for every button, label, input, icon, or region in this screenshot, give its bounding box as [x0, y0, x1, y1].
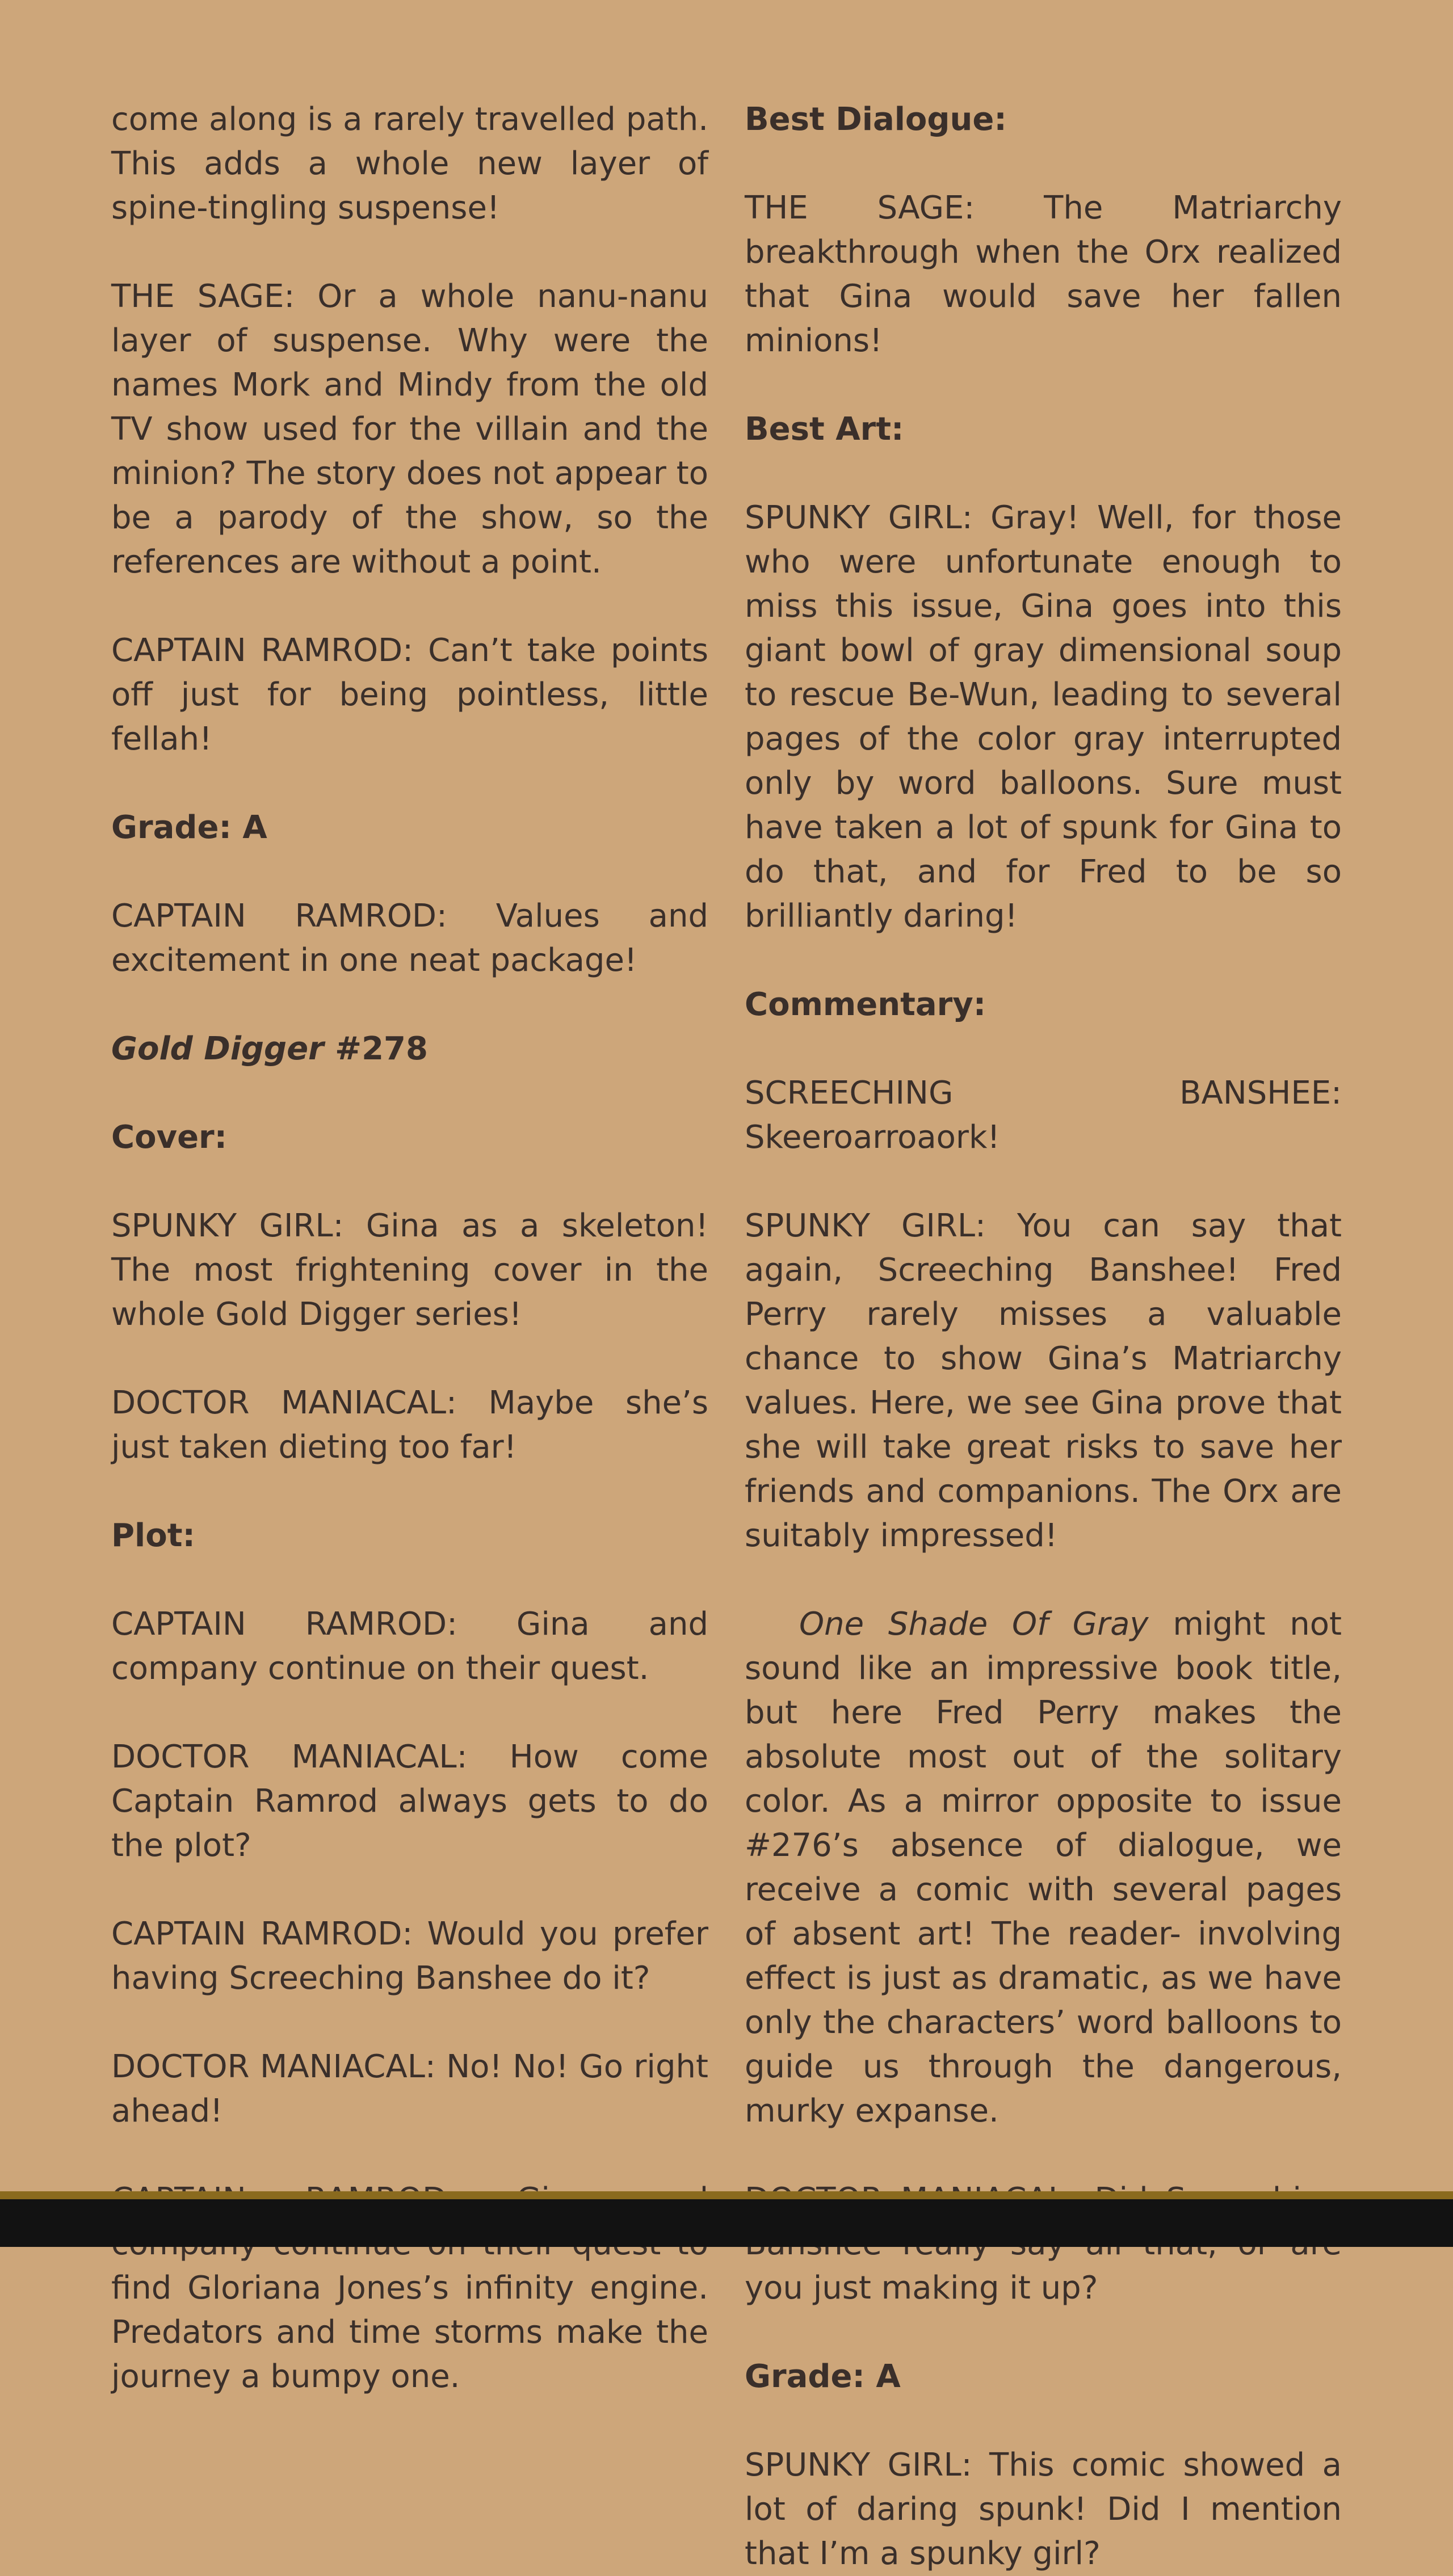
book-title: One Shade Of Gray: [799, 1606, 1149, 1643]
plot-paragraph-1: CAPTAIN RAMROD: Gina and company continue on their quest.: [111, 1606, 708, 1687]
best-art-heading: Best Art:: [745, 411, 904, 448]
left-grade-text: CAPTAIN RAMROD: Values and excitement in one neat package!: [111, 898, 708, 979]
left-paragraph-3: CAPTAIN RAMROD: Can’t take points off just for being pointless, little fellah!: [111, 632, 708, 757]
cover-paragraph-2: DOCTOR MANIACAL: Maybe she’s just taken dieting too far!: [111, 1384, 708, 1466]
commentary-paragraph-3: [745, 1602, 1342, 2133]
commentary-heading: Commentary:: [745, 986, 986, 1023]
issue-number: #278: [324, 1030, 428, 1067]
best-dialogue-text: THE SAGE: The Matriarchy breakthrough when the Orx realized that Gina would save her fallen minions!: [745, 190, 1342, 359]
left-column: [111, 98, 708, 2399]
best-dialogue-heading: Best Dialogue:: [745, 101, 1007, 138]
bottom-rule: [0, 2191, 1453, 2199]
plot-paragraph-3: CAPTAIN RAMROD: Would you prefer having Screeching Banshee do it?: [111, 1916, 708, 1997]
plot-paragraph-5: find Gloriana Jones’s infinity engine. Predators and time storms make the journey a bumpy one.: [111, 2270, 708, 2395]
left-grade-heading: Grade: A: [111, 809, 267, 846]
best-art-text: SPUNKY GIRL: Gray! Well, for those who were unfortunate enough to miss this issue, Gina goes into this giant bowl of gray dimensional soup to rescue Be-Wun, leading to several pages of the color gray interrupted only by word balloons. Sure must have taken a lot of spunk for Gina to do that, and for Fred to be so brilliantly daring!: [745, 499, 1342, 935]
left-paragraph-2: THE SAGE: Or a whole nanu-nanu layer of suspense. Why were the names Mork and Mindy from the old TV show used for the villain and the minion? The story does not appear to be a parody of the show, so the references are without a point.: [111, 278, 708, 580]
commentary-paragraph-4: you just making it up?: [745, 2270, 1098, 2306]
cover-paragraph-1: SPUNKY GIRL: Gina as a skeleton! The most frightening cover in the whole Gold Digger series!: [111, 1207, 708, 1333]
plot-heading: Plot:: [111, 1517, 195, 1554]
commentary-paragraph-3-text: might not sound like an impressive book title, but here Fred Perry makes the absolute most out of the solitary color. As a mirror opposite to issue #276’s absence of dialogue, we receive a comic with several pages of absent art! The reader- involving effect is just as dramatic, as we have only the characters’ word balloons to guide us through the dangerous, murky expanse.: [745, 1606, 1342, 2129]
left-paragraph-1: come along is a rarely travelled path. This adds a whole new layer of spine-tingling suspense!: [111, 101, 708, 226]
cover-heading: Cover:: [111, 1119, 228, 1156]
right-grade-heading: Grade: A: [745, 2358, 901, 2395]
issue-heading: [111, 1027, 708, 1071]
bottom-bar: [0, 2199, 1453, 2247]
plot-paragraph-4: DOCTOR MANIACAL: No! No! Go right ahead!: [111, 2048, 708, 2129]
issue-title: Gold Digger: [111, 1030, 324, 1067]
right-grade-text: SPUNKY GIRL: This comic showed a lot of daring spunk! Did I mention that I’m a spunky girl?: [745, 2447, 1342, 2572]
commentary-paragraph-2: SPUNKY GIRL: You can say that again, Screeching Banshee! Fred Perry rarely misses a valuable chance to show Gina’s Matriarchy values. Here, we see Gina prove that she will take great risks to save her friends and companions. The Orx are suitably impressed!: [745, 1207, 1342, 1554]
commentary-paragraph-1: SCREECHING BANSHEE: Skeeroarroaork!: [745, 1075, 1342, 1156]
plot-paragraph-2: DOCTOR MANIACAL: How come Captain Ramrod always gets to do the plot?: [111, 1739, 708, 1864]
